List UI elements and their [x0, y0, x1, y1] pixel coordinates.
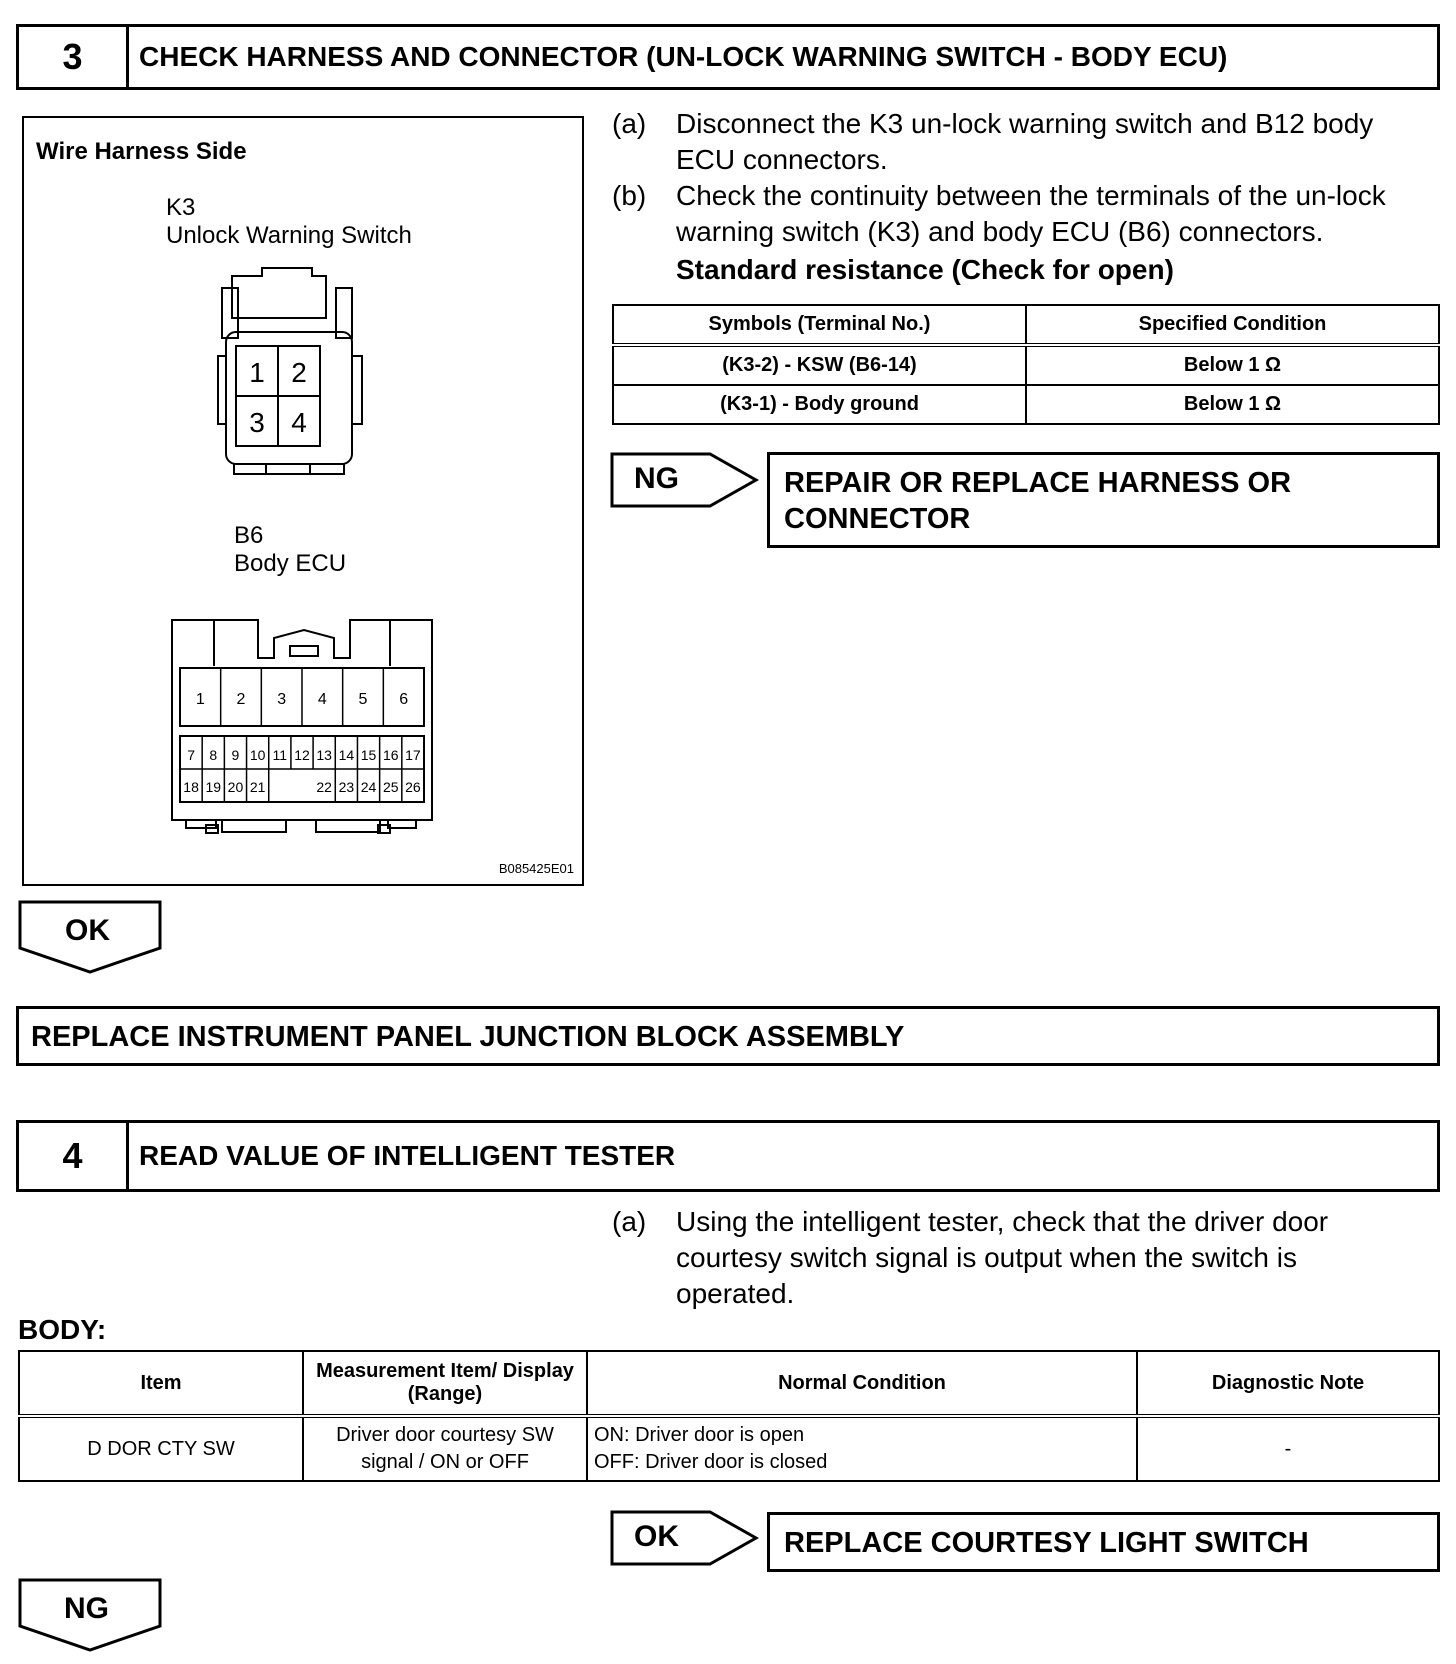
step4-header — [16, 1120, 1440, 1192]
tester-row-normal-on: ON: Driver door is open — [594, 1424, 805, 1446]
b6-pin-9: 9 — [231, 747, 240, 763]
step3-header — [16, 24, 1440, 90]
resistance-row2-condition: Below 1 Ω — [1026, 385, 1439, 424]
step4-number: 4 — [19, 1123, 129, 1189]
b6-pin-4: 4 — [317, 691, 327, 708]
b6-pin-1: 1 — [195, 691, 205, 708]
b6-pin-20: 20 — [227, 779, 244, 795]
k3-pin-3: 3 — [249, 407, 265, 438]
b6-pin-21: 21 — [249, 779, 266, 795]
k3-connector-diagram — [214, 266, 374, 486]
b6-pin-12: 12 — [294, 747, 310, 763]
b6-pin-10: 10 — [249, 747, 266, 763]
b6-pin-13: 13 — [316, 747, 332, 763]
step4-instr-a-text: Using the intelligent tester, check that the driver door courtesy switch signal is output when the switch is operated. — [676, 1206, 1329, 1309]
step3-ng-result: REPAIR OR REPLACE HARNESS OR CONNECTOR — [767, 452, 1440, 548]
step4-instr-a-label: (a) — [612, 1206, 647, 1237]
step3-instr-a-text: Disconnect the K3 un-lock warning switch and B12 body ECU connectors. — [676, 108, 1374, 175]
step4-ok-arrow — [610, 1510, 760, 1570]
b6-code: B6 — [234, 522, 264, 549]
b6-pin-15: 15 — [360, 747, 377, 763]
step3-instr-b-text: Check the continuity between the terminals of the un-lock warning switch (K3) and body ECU (B6) connectors. — [676, 180, 1386, 247]
b6-pin-6: 6 — [399, 691, 409, 708]
resistance-header-symbols: Symbols (Terminal No.) — [613, 305, 1026, 345]
b6-pin-8: 8 — [209, 747, 218, 763]
b6-pin-14: 14 — [338, 747, 355, 763]
tester-data-table — [18, 1350, 1440, 1482]
resistance-header-condition: Specified Condition — [1026, 305, 1439, 345]
b6-pin-19: 19 — [205, 779, 222, 795]
b6-pin-5: 5 — [358, 691, 368, 708]
b6-connector-diagram — [166, 610, 440, 850]
b6-pin-3: 3 — [277, 691, 287, 708]
b6-pin-11: 11 — [272, 747, 288, 763]
k3-code: K3 — [166, 194, 196, 221]
tester-header-note: Diagnostic Note — [1137, 1351, 1439, 1416]
b6-pin-16: 16 — [382, 747, 399, 763]
standard-heading: Standard resistance (Check for open) — [676, 254, 1174, 285]
b6-pin-26: 26 — [405, 779, 421, 795]
step3-ng-arrow — [610, 452, 760, 512]
figure-id: B085425E01 — [498, 861, 574, 876]
b6-pin-23: 23 — [338, 779, 355, 795]
k3-name: Unlock Warning Switch — [166, 222, 412, 249]
b6-pin-18: 18 — [183, 779, 199, 795]
b6-pin-22: 22 — [316, 779, 332, 795]
b6-pin-17: 17 — [405, 747, 421, 763]
tester-row-measurement: Driver door courtesy SW signal / ON or OFF — [303, 1416, 587, 1481]
step4-ng-label: NG — [64, 1592, 109, 1625]
resistance-row2-terminal: (K3-1) - Body ground — [613, 385, 1026, 424]
tester-header-normal: Normal Condition — [587, 1351, 1137, 1416]
step4-ok-label: OK — [634, 1520, 679, 1553]
b6-pin-24: 24 — [360, 779, 377, 795]
step4-ok-result: REPLACE COURTESY LIGHT SWITCH — [767, 1512, 1440, 1572]
tester-row-note: - — [1137, 1416, 1439, 1481]
step3-ok-result: REPLACE INSTRUMENT PANEL JUNCTION BLOCK ASSEMBLY — [16, 1006, 1440, 1066]
tester-row-item: D DOR CTY SW — [19, 1416, 303, 1481]
figure-heading: Wire Harness Side — [36, 138, 247, 165]
tester-row-normal — [587, 1416, 1137, 1481]
b6-pin-25: 25 — [382, 779, 399, 795]
step3-number: 3 — [19, 27, 129, 87]
body-table-title: BODY: — [18, 1314, 107, 1345]
resistance-row1-terminal: (K3-2) - KSW (B6-14) — [613, 345, 1026, 385]
k3-pin-2: 2 — [291, 357, 307, 388]
step3-ok-label: OK — [65, 914, 110, 947]
step3-instr-a-label: (a) — [612, 108, 647, 139]
tester-row-normal-off: OFF: Driver door is closed — [594, 1451, 828, 1473]
step4-title: READ VALUE OF INTELLIGENT TESTER — [139, 1140, 676, 1171]
k3-pin-1: 1 — [249, 357, 265, 388]
tester-header-measurement: Measurement Item/ Display (Range) — [303, 1351, 587, 1416]
resistance-table — [612, 304, 1440, 425]
wire-harness-figure — [22, 116, 584, 886]
resistance-row1-condition: Below 1 Ω — [1026, 345, 1439, 385]
step3-instr-b-label: (b) — [612, 180, 647, 211]
k3-pin-4: 4 — [291, 407, 307, 438]
b6-pin-2: 2 — [236, 691, 246, 708]
b6-pin-7: 7 — [187, 747, 195, 763]
step3-title: CHECK HARNESS AND CONNECTOR (UN-LOCK WARNING SWITCH - BODY ECU) — [139, 41, 1228, 72]
tester-header-item: Item — [19, 1351, 303, 1416]
b6-name: Body ECU — [234, 550, 347, 577]
step3-ng-label: NG — [634, 462, 679, 495]
